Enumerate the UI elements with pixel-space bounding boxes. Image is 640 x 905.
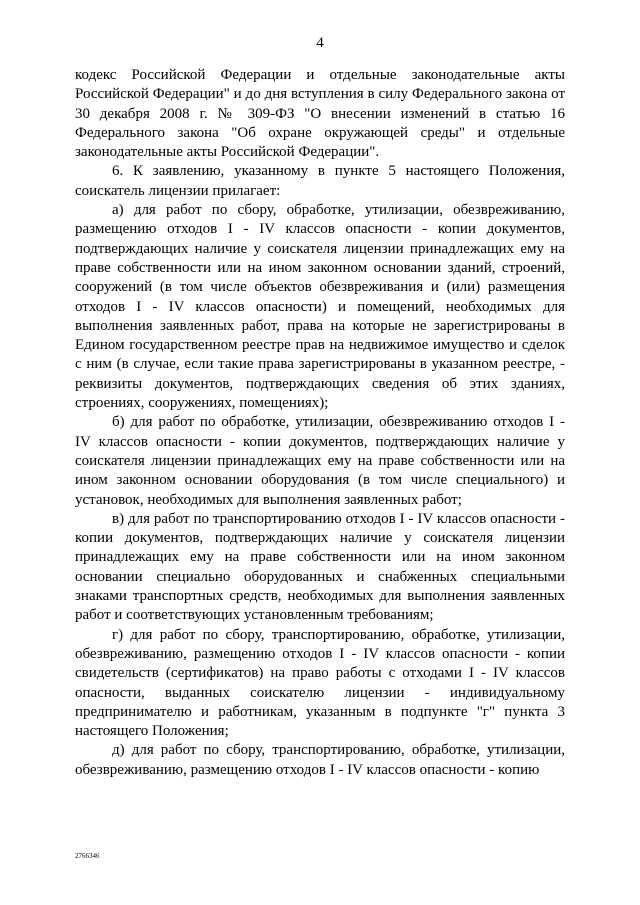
paragraph-continuation: кодекс Российской Федерации и отдельные законодательные акты Российской Федерации" и до дня вступления в силу Федерального закона от 30 декабря 2008 г. № 309-ФЗ "О внесении изменений в статью 16 Федерального закона "Об охране окружающей среды" и отдельные законодательные акты Российской Федерации". — [75, 67, 565, 161]
paragraph-subitem-b: б) для работ по обработке, утилизации, обезвреживанию отходов I - IV классов опасности - копии документов, подтверждающих наличие у соискателя лицензии принадлежащих ему на праве собственности или на ином законном основании оборудования (в том числе специального) и установок, необходимых для выполнения заявленных работ; — [75, 414, 565, 508]
paragraph-item-6: 6. К заявлению, указанному в пункте 5 настоящего Положения, соискатель лицензии прилагает: — [75, 163, 565, 199]
paragraph-subitem-a: а) для работ по сбору, обработке, утилизации, обезвреживанию, размещению отходов I - IV классов опасности - копии документов, подтверждающих наличие у соискателя лицензии принадлежащих ему на праве собственности или на ином законном основании зданий, строений, сооружений (в том числе объектов обезвреживания и (или) размещения отходов I - IV классов опасности) и помещений, необходимых для выполнения заявленных работ, права на которые не зарегистрированы в Едином государственном реестре прав на недвижимое имущество и сделок с ним (в случае, если такие права зарегистрированы в указанном реестре, - реквизиты документов, подтверждающих сведения об этих зданиях, строениях, сооружениях, помещениях); — [75, 202, 565, 412]
paragraph-subitem-d: д) для работ по сбору, транспортированию, обработке, утилизации, обезвреживанию, размещению отходов I - IV классов опасности - копию — [75, 742, 565, 778]
document-body — [75, 66, 565, 780]
page-number: 4 — [316, 35, 324, 51]
paragraph-subitem-v: в) для работ по транспортированию отходов I - IV классов опасности - копии документов, подтверждающих наличие у соискателя лицензии принадлежащих ему на праве собственности или на ином законном основании специально оборудованных и снабженных специальными знаками транспортных средств, необходимых для выполнения заявленных работ и соответствующих установленным требованиям; — [75, 510, 565, 624]
paragraph-subitem-g: г) для работ по сбору, транспортированию, обработке, утилизации, обезвреживанию, размещению отходов I - IV классов опасности - копии свидетельств (сертификатов) на право работы с отходами I - IV классов опасности, выданных соискателю лицензии - индивидуальному предпринимателю и работникам, указанным в подпункте "г" пункта 3 настоящего Положения; — [75, 626, 565, 740]
document-id: 2766346 — [75, 852, 100, 860]
